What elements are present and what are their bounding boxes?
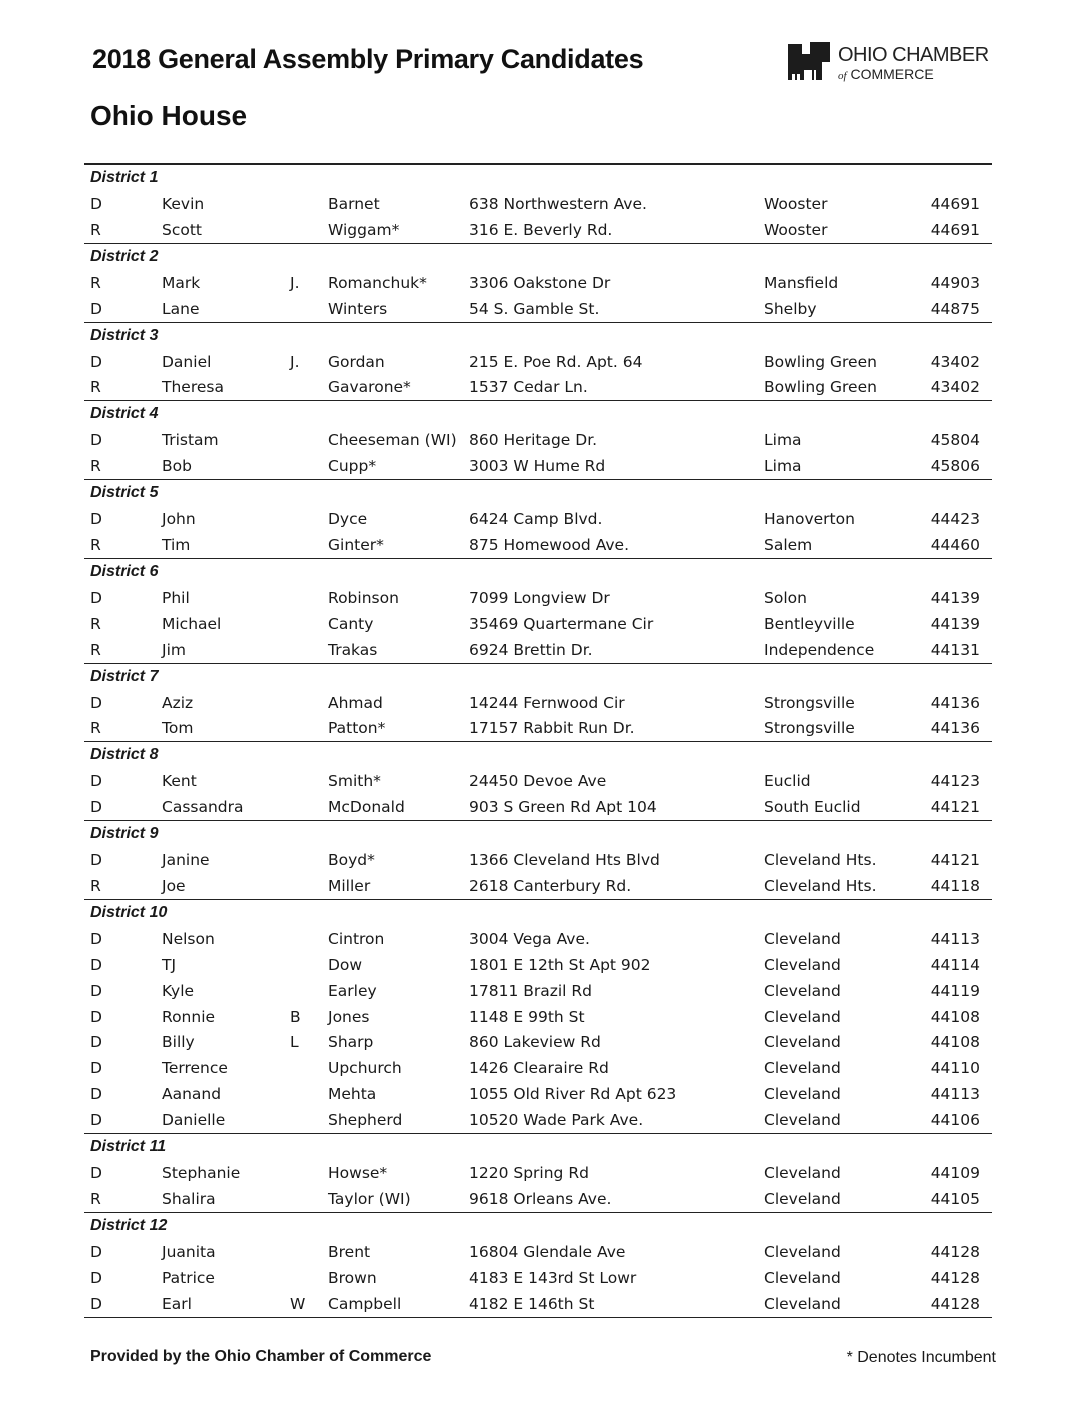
candidate-address: 17157 Rabbit Run Dr. — [469, 719, 635, 738]
candidate-row — [84, 1107, 992, 1133]
candidate-first-name: Ronnie — [162, 1007, 216, 1026]
candidate-first-name: Daniel — [162, 352, 212, 371]
candidate-last-name: Ahmad — [328, 693, 383, 712]
candidate-zip: 43402 — [930, 378, 980, 397]
candidate-first-name: Kyle — [162, 981, 195, 1000]
candidate-zip: 43402 — [930, 352, 980, 371]
candidate-last-name: Shepherd — [328, 1111, 403, 1130]
candidate-row — [84, 952, 992, 978]
district-heading: District 4 — [90, 405, 159, 423]
candidate-last-name: Gordan — [328, 352, 385, 371]
candidate-address: 3004 Vega Ave. — [469, 929, 590, 948]
candidate-city: Lima — [764, 431, 802, 450]
candidate-city: Strongsville — [764, 693, 855, 712]
logo-text-line2: of COMMERCE — [838, 66, 934, 82]
candidate-city: Hanoverton — [764, 510, 855, 529]
candidate-city: Cleveland — [764, 1242, 841, 1261]
candidate-last-name: Gavarone* — [328, 378, 411, 397]
candidate-city: Wooster — [764, 220, 828, 239]
candidate-zip: 44875 — [930, 299, 980, 318]
footer-provided-by: Provided by the Ohio Chamber of Commerce — [90, 1348, 432, 1365]
candidate-zip: 44903 — [930, 273, 980, 292]
candidate-row — [84, 374, 992, 400]
candidate-zip: 44691 — [930, 220, 980, 239]
candidate-row — [84, 1004, 992, 1030]
candidate-address: 1537 Cedar Ln. — [469, 378, 588, 397]
candidate-row — [84, 1160, 992, 1186]
candidate-party: D — [90, 1164, 102, 1183]
candidate-city: Bowling Green — [764, 378, 877, 397]
district-heading: District 6 — [90, 562, 159, 580]
candidate-row — [84, 1239, 992, 1265]
candidate-last-name: Cupp* — [328, 457, 377, 476]
candidate-address: 14244 Fernwood Cir — [469, 693, 625, 712]
candidate-last-name: Brown — [328, 1268, 377, 1287]
candidate-row — [84, 978, 992, 1004]
candidate-address: 316 E. Beverly Rd. — [469, 220, 613, 239]
candidate-zip: 44136 — [930, 693, 980, 712]
candidate-zip: 44114 — [930, 955, 980, 974]
candidate-row — [84, 270, 992, 296]
candidate-city: Cleveland — [764, 929, 841, 948]
candidate-last-name: McDonald — [328, 798, 405, 817]
candidate-city: Salem — [764, 536, 813, 555]
candidate-first-name: Aziz — [162, 693, 194, 712]
candidate-party: R — [90, 220, 101, 239]
candidate-party: D — [90, 955, 102, 974]
candidate-row — [84, 926, 992, 952]
candidate-address: 1426 Clearaire Rd — [469, 1059, 609, 1078]
candidate-last-name: Campbell — [328, 1294, 402, 1313]
candidate-first-name: Juanita — [162, 1242, 216, 1261]
candidates-table — [84, 163, 992, 1318]
candidate-last-name: Earley — [328, 981, 377, 1000]
candidate-city: Cleveland — [764, 955, 841, 974]
candidate-city: Shelby — [764, 299, 817, 318]
candidate-city: Euclid — [764, 772, 811, 791]
candidate-party: R — [90, 640, 101, 659]
district-block — [84, 480, 992, 559]
candidate-party: R — [90, 614, 101, 633]
page-title: 2018 General Assembly Primary Candidates — [92, 44, 644, 74]
district-block — [84, 821, 992, 900]
district-heading: District 9 — [90, 825, 159, 843]
candidate-city: Cleveland — [764, 1033, 841, 1052]
candidate-last-name: Jones — [328, 1007, 370, 1026]
district-heading: District 1 — [90, 169, 159, 186]
district-block — [84, 323, 992, 402]
candidate-zip: 44110 — [930, 1059, 980, 1078]
candidate-first-name: Terrence — [162, 1059, 228, 1078]
district-block — [84, 664, 992, 743]
candidate-row — [84, 768, 992, 794]
candidate-first-name: Bob — [162, 457, 192, 476]
candidate-zip: 44460 — [930, 536, 980, 555]
candidate-first-name: Kevin — [162, 195, 205, 213]
candidate-first-name: Scott — [162, 220, 202, 239]
district-block — [84, 559, 992, 664]
candidate-middle-initial: B — [290, 1007, 301, 1026]
candidate-party: D — [90, 1111, 102, 1130]
candidate-party: D — [90, 981, 102, 1000]
candidate-first-name: Theresa — [162, 378, 224, 397]
candidate-party: R — [90, 457, 101, 476]
candidate-first-name: Joe — [162, 877, 186, 896]
district-block — [84, 1213, 992, 1318]
candidate-address: 860 Heritage Dr. — [469, 431, 598, 450]
candidate-city: Cleveland Hts. — [764, 877, 877, 896]
candidate-party: D — [90, 798, 102, 817]
candidate-zip: 44118 — [930, 877, 980, 896]
section-title: Ohio House — [90, 100, 248, 131]
candidate-last-name: Patton* — [328, 719, 386, 738]
candidate-middle-initial: W — [290, 1294, 306, 1313]
candidate-zip: 44106 — [930, 1111, 980, 1130]
candidate-address: 7099 Longview Dr — [469, 588, 610, 607]
candidate-party: D — [90, 352, 102, 371]
candidate-zip: 44119 — [930, 981, 980, 1000]
candidate-last-name: Trakas — [328, 640, 378, 659]
candidate-row — [84, 532, 992, 558]
footer-incumbent-note: * Denotes Incumbent — [846, 1349, 996, 1366]
district-heading: District 7 — [90, 667, 159, 685]
candidate-address: 1055 Old River Rd Apt 623 — [469, 1085, 677, 1104]
candidate-first-name: John — [162, 510, 196, 529]
district-heading: District 11 — [90, 1138, 167, 1156]
candidate-first-name: Phil — [162, 588, 190, 607]
district-block — [84, 244, 992, 323]
candidate-last-name: Barnet — [328, 195, 380, 213]
candidate-address: 1220 Spring Rd — [469, 1164, 589, 1183]
candidate-first-name: Shalira — [162, 1189, 216, 1208]
candidate-row — [84, 847, 992, 873]
candidate-address: 16804 Glendale Ave — [469, 1242, 626, 1261]
candidate-address: 35469 Quartermane Cir — [469, 614, 654, 633]
candidate-party: D — [90, 299, 102, 318]
candidate-address: 3306 Oakstone Dr — [469, 273, 611, 292]
candidate-zip: 44108 — [930, 1033, 980, 1052]
candidate-first-name: Patrice — [162, 1268, 215, 1287]
district-heading: District 2 — [90, 247, 159, 265]
candidate-last-name: Dow — [328, 955, 363, 974]
candidate-row — [84, 506, 992, 532]
candidate-address: 1801 E 12th St Apt 902 — [469, 955, 651, 974]
candidate-party: D — [90, 1059, 102, 1078]
district-heading: District 3 — [90, 326, 159, 344]
candidate-zip: 44105 — [930, 1189, 980, 1208]
candidate-last-name: Wiggam* — [328, 220, 400, 239]
candidate-first-name: Aanand — [162, 1085, 222, 1104]
candidate-city: Cleveland — [764, 1268, 841, 1287]
candidate-zip: 44128 — [930, 1268, 980, 1287]
candidate-row — [84, 217, 992, 243]
candidate-first-name: Nelson — [162, 929, 215, 948]
candidate-city: Cleveland — [764, 1164, 841, 1183]
candidate-zip: 44109 — [930, 1164, 980, 1183]
candidate-address: 2618 Canterbury Rd. — [469, 877, 632, 896]
candidate-zip: 44108 — [930, 1007, 980, 1026]
candidate-party: D — [90, 195, 102, 213]
candidate-last-name: Ginter* — [328, 536, 384, 555]
candidate-address: 903 S Green Rd Apt 104 — [469, 798, 657, 817]
candidate-last-name: Sharp — [328, 1033, 374, 1052]
candidate-first-name: Jim — [162, 640, 186, 659]
candidate-last-name: Cheeseman (WI) — [328, 431, 457, 450]
candidate-city: Independence — [764, 640, 875, 659]
chamber-building-icon — [786, 40, 836, 82]
district-block — [84, 1134, 992, 1213]
candidate-first-name: Janine — [162, 851, 210, 870]
candidate-address: 215 E. Poe Rd. Apt. 64 — [469, 352, 643, 371]
candidate-party: D — [90, 693, 102, 712]
candidate-party: D — [90, 1033, 102, 1052]
candidate-address: 3003 W Hume Rd — [469, 457, 606, 476]
candidate-first-name: Mark — [162, 273, 201, 292]
candidate-party: R — [90, 536, 101, 555]
candidate-row — [84, 191, 992, 217]
candidate-city: Cleveland — [764, 1059, 841, 1078]
candidate-first-name: Tom — [162, 719, 194, 738]
candidate-first-name: Earl — [162, 1294, 192, 1313]
candidate-last-name: Smith* — [328, 772, 381, 791]
candidate-row — [84, 715, 992, 741]
district-block — [84, 742, 992, 821]
candidate-party: D — [90, 1242, 102, 1261]
candidate-city: Wooster — [764, 195, 828, 213]
district-heading: District 10 — [90, 903, 168, 921]
candidate-zip: 44131 — [930, 640, 980, 659]
candidate-first-name: Danielle — [162, 1111, 226, 1130]
candidate-city: Solon — [764, 588, 807, 607]
candidate-last-name: Upchurch — [328, 1059, 402, 1078]
candidate-row — [84, 690, 992, 716]
candidate-zip: 44139 — [930, 614, 980, 633]
candidate-row — [84, 1055, 992, 1081]
candidate-zip: 44121 — [930, 851, 980, 870]
candidate-row — [84, 349, 992, 375]
candidate-middle-initial: J. — [290, 352, 300, 371]
candidate-last-name: Taylor (WI) — [328, 1189, 411, 1208]
candidate-address: 638 Northwestern Ave. — [469, 195, 647, 213]
candidate-first-name: Stephanie — [162, 1164, 241, 1183]
candidate-zip: 44113 — [930, 929, 980, 948]
candidate-last-name: Brent — [328, 1242, 371, 1261]
candidate-row — [84, 637, 992, 663]
candidate-city: South Euclid — [764, 798, 861, 817]
candidate-first-name: Billy — [162, 1033, 195, 1052]
logo-text-line1: OHIO CHAMBER — [838, 44, 989, 66]
candidate-city: Bowling Green — [764, 352, 877, 371]
candidate-zip: 44121 — [930, 798, 980, 817]
candidate-party: D — [90, 929, 102, 948]
candidate-row — [84, 873, 992, 899]
candidate-address: 10520 Wade Park Ave. — [469, 1111, 644, 1130]
district-block — [84, 165, 992, 244]
candidate-first-name: Tristam — [162, 431, 219, 450]
candidate-last-name: Cintron — [328, 929, 385, 948]
candidate-address: 24450 Devoe Ave — [469, 772, 607, 791]
candidate-city: Cleveland — [764, 1085, 841, 1104]
candidate-party: R — [90, 1189, 101, 1208]
candidate-last-name: Miller — [328, 877, 371, 896]
candidate-city: Cleveland — [764, 1189, 841, 1208]
candidate-zip: 45804 — [930, 431, 980, 450]
candidate-first-name: Kent — [162, 772, 197, 791]
candidate-address: 875 Homewood Ave. — [469, 536, 630, 555]
candidate-city: Cleveland Hts. — [764, 851, 877, 870]
candidate-row — [84, 611, 992, 637]
candidate-city: Mansfield — [764, 273, 839, 292]
candidate-zip: 44423 — [930, 510, 980, 529]
candidate-city: Cleveland — [764, 1294, 841, 1313]
candidate-city: Strongsville — [764, 719, 855, 738]
district-heading: District 8 — [90, 746, 159, 764]
candidate-last-name: Robinson — [328, 588, 399, 607]
candidate-party: R — [90, 877, 101, 896]
candidate-party: R — [90, 378, 101, 397]
candidate-last-name: Canty — [328, 614, 374, 633]
candidate-row — [84, 585, 992, 611]
candidate-address: 17811 Brazil Rd — [469, 981, 593, 1000]
candidate-middle-initial: J. — [290, 273, 300, 292]
ohio-chamber-logo — [786, 40, 1001, 90]
candidate-address: 6924 Brettin Dr. — [469, 640, 593, 659]
candidate-address: 9618 Orleans Ave. — [469, 1189, 612, 1208]
candidate-last-name: Boyd* — [328, 851, 375, 870]
candidate-zip: 44139 — [930, 588, 980, 607]
district-heading: District 5 — [90, 484, 159, 502]
candidate-last-name: Dyce — [328, 510, 368, 529]
candidate-party: D — [90, 772, 102, 791]
candidate-row — [84, 427, 992, 453]
candidate-address: 6424 Camp Blvd. — [469, 510, 603, 529]
candidate-city: Cleveland — [764, 981, 841, 1000]
candidate-row — [84, 453, 992, 479]
candidate-party: D — [90, 431, 102, 450]
candidate-address: 4182 E 146th St — [469, 1294, 595, 1313]
candidate-address: 4183 E 143rd St Lowr — [469, 1268, 637, 1287]
candidate-party: D — [90, 1085, 102, 1104]
district-block — [84, 401, 992, 480]
candidate-party: D — [90, 588, 102, 607]
candidate-zip: 44128 — [930, 1242, 980, 1261]
candidate-last-name: Romanchuk* — [328, 273, 427, 292]
candidate-zip: 44136 — [930, 719, 980, 738]
candidate-first-name: Tim — [162, 536, 191, 555]
district-heading: District 12 — [90, 1216, 168, 1234]
district-block — [84, 900, 992, 1134]
candidate-first-name: Lane — [162, 299, 200, 318]
candidate-party: R — [90, 273, 101, 292]
candidate-party: D — [90, 1294, 102, 1313]
candidate-row — [84, 1291, 992, 1317]
candidate-row — [84, 794, 992, 820]
candidate-zip: 44691 — [930, 195, 980, 213]
candidate-last-name: Howse* — [328, 1164, 388, 1183]
candidate-row — [84, 1186, 992, 1212]
candidate-address: 1148 E 99th St — [469, 1007, 585, 1026]
candidate-address: 860 Lakeview Rd — [469, 1033, 601, 1052]
candidate-first-name: TJ — [162, 955, 177, 974]
candidate-city: Cleveland — [764, 1111, 841, 1130]
candidate-middle-initial: L — [290, 1033, 299, 1052]
candidate-city: Bentleyville — [764, 614, 855, 633]
candidate-city: Lima — [764, 457, 802, 476]
candidate-last-name: Mehta — [328, 1085, 377, 1104]
candidate-first-name: Michael — [162, 614, 222, 633]
candidate-zip: 45806 — [930, 457, 980, 476]
candidate-city: Cleveland — [764, 1007, 841, 1026]
candidate-party: D — [90, 1268, 102, 1287]
candidate-party: R — [90, 719, 101, 738]
candidate-zip: 44113 — [930, 1085, 980, 1104]
candidate-last-name: Winters — [328, 299, 388, 318]
candidate-party: D — [90, 510, 102, 529]
candidate-party: D — [90, 851, 102, 870]
candidate-zip: 44123 — [930, 772, 980, 791]
candidate-address: 1366 Cleveland Hts Blvd — [469, 851, 660, 870]
candidate-zip: 44128 — [930, 1294, 980, 1313]
candidate-row — [84, 296, 992, 322]
candidate-row — [84, 1265, 992, 1291]
candidate-row — [84, 1029, 992, 1055]
candidate-address: 54 S. Gamble St. — [469, 299, 600, 318]
candidate-party: D — [90, 1007, 102, 1026]
candidate-first-name: Cassandra — [162, 798, 244, 817]
candidate-row — [84, 1081, 992, 1107]
